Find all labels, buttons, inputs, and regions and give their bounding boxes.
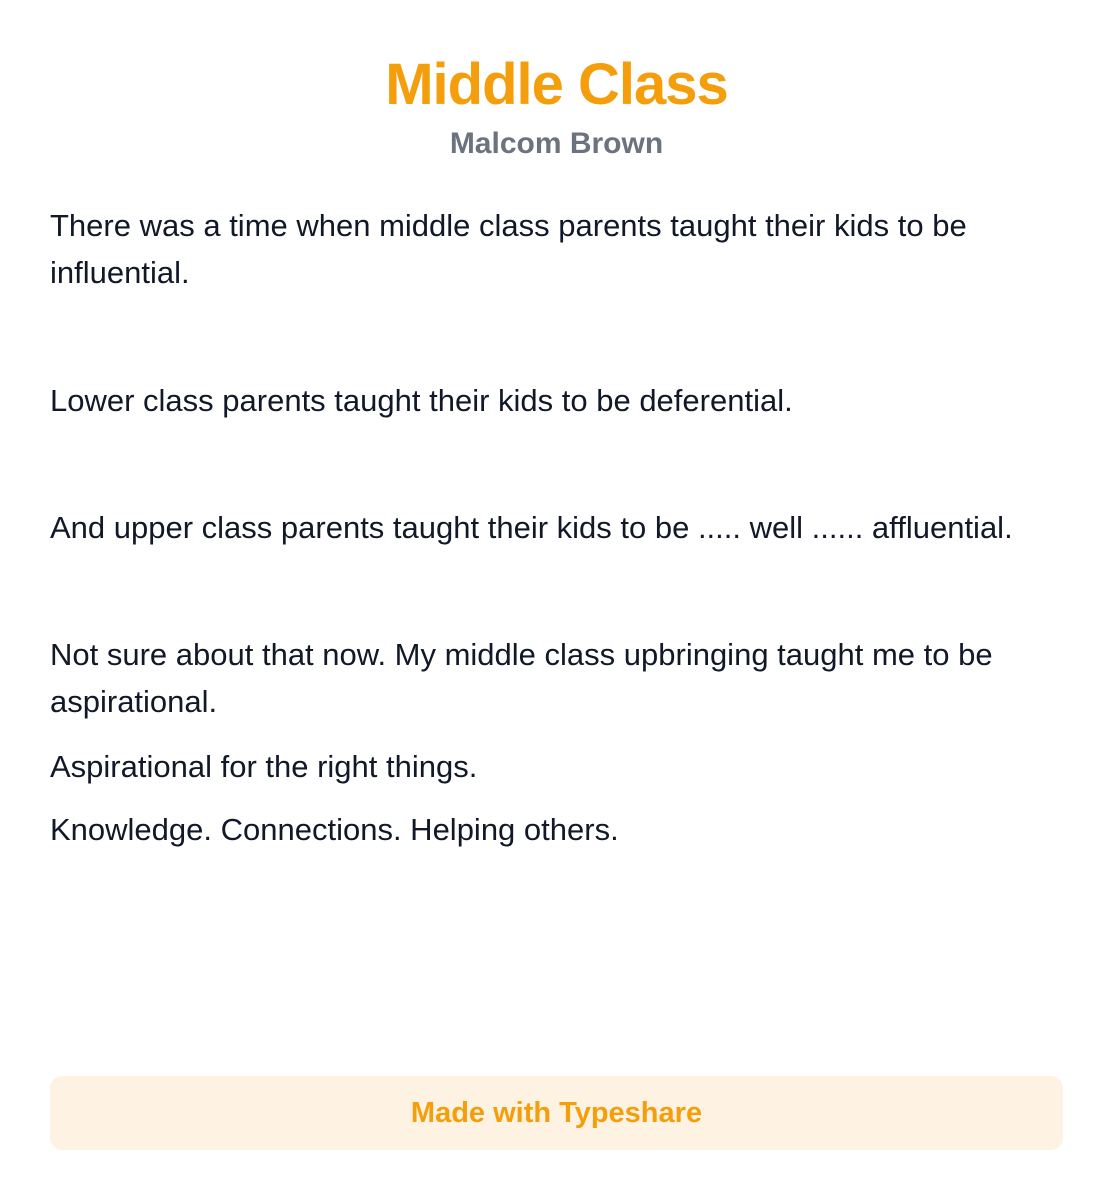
paragraph: Not sure about that now. My middle class upbringing taught me to be aspirational. xyxy=(50,637,993,719)
author-name: Malcom Brown xyxy=(449,127,664,160)
post-title: Middle Class xyxy=(385,52,728,117)
paragraph: Lower class parents taught their kids to be deferential. xyxy=(50,383,793,418)
paragraph: There was a time when middle class parents taught their kids to be influential. xyxy=(50,208,967,290)
footer-label: Made with Typeshare xyxy=(410,1096,703,1129)
paragraph: Aspirational for the right things. xyxy=(50,749,478,784)
paragraph: Knowledge. Connections. Helping others. xyxy=(50,812,619,847)
paragraph: And upper class parents taught their kids to be ..... well ...... affluential. xyxy=(50,510,1013,545)
made-with-typeshare-button[interactable] xyxy=(50,1076,1063,1150)
